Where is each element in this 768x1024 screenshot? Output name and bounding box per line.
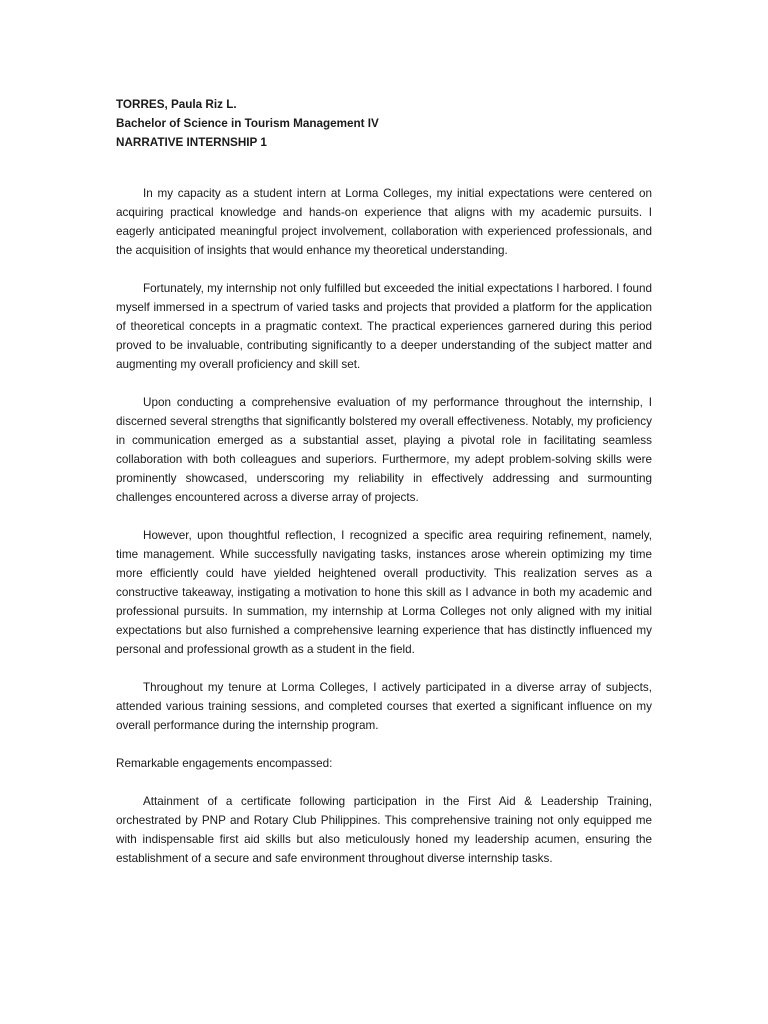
document-header	[116, 95, 652, 152]
paragraph-expectations: In my capacity as a student intern at Lorma Colleges, my initial expectations were centered on acquiring practical knowledge and hands-on experience that aligns with my academic pursuits. I eagerly anticipated meaningful project involvement, collaboration with experienced professionals, and the acquisition of insights that would enhance my theoretical understanding.	[116, 187, 652, 257]
paragraph-strengths: Upon conducting a comprehensive evaluation of my performance throughout the internship, I discerned several strengths that significantly bolstered my overall effectiveness. Notably, my proficiency in communication emerged as a substantial asset, playing a pivotal role in facilitating seamless collaboration with both colleagues and superiors. Furthermore, my adept problem-solving skills were prominently showcased, underscoring my reliability in effectively addressing and surmounting challenges encountered across a diverse array of projects.	[116, 396, 652, 504]
document-title: NARRATIVE INTERNSHIP 1	[116, 136, 267, 149]
document-body	[116, 95, 652, 887]
paragraph-engagement-first-aid: Attainment of a certificate following participation in the First Aid & Leadership Training, orchestrated by PNP and Rotary Club Philippines. This comprehensive training not only equipped me with indispensable first aid skills but also meticulously honed my leadership acumen, ensuring the establishment of a secure and safe environment throughout diverse internship tasks.	[116, 795, 652, 865]
paragraph-tenure: Throughout my tenure at Lorma Colleges, I actively participated in a diverse array of subjects, attended various training sessions, and completed courses that exerted a significant influence on my overall performance during the internship program.	[116, 681, 652, 732]
engagements-label: Remarkable engagements encompassed:	[116, 757, 333, 770]
degree-program: Bachelor of Science in Tourism Management IV	[116, 117, 379, 130]
paragraph-experience: Fortunately, my internship not only fulfilled but exceeded the initial expectations I harbored. I found myself immersed in a spectrum of varied tasks and projects that provided a platform for the application of theoretical concepts in a pragmatic context. The practical experiences garnered during this period proved to be invaluable, contributing significantly to a deeper understanding of the subject matter and augmenting my overall proficiency and skill set.	[116, 282, 652, 371]
paragraph-reflection: However, upon thoughtful reflection, I recognized a specific area requiring refinement, namely, time management. While successfully navigating tasks, instances arose wherein optimizing my time more efficiently could have yielded heightened overall productivity. This realization serves as a constructive takeaway, instigating a motivation to hone this skill as I advance in both my academic and professional pursuits. In summation, my internship at Lorma Colleges not only aligned with my initial expectations but also furnished a comprehensive learning experience that has distinctly influenced my personal and professional growth as a student in the field.	[116, 529, 652, 656]
student-name: TORRES, Paula Riz L.	[116, 98, 237, 111]
